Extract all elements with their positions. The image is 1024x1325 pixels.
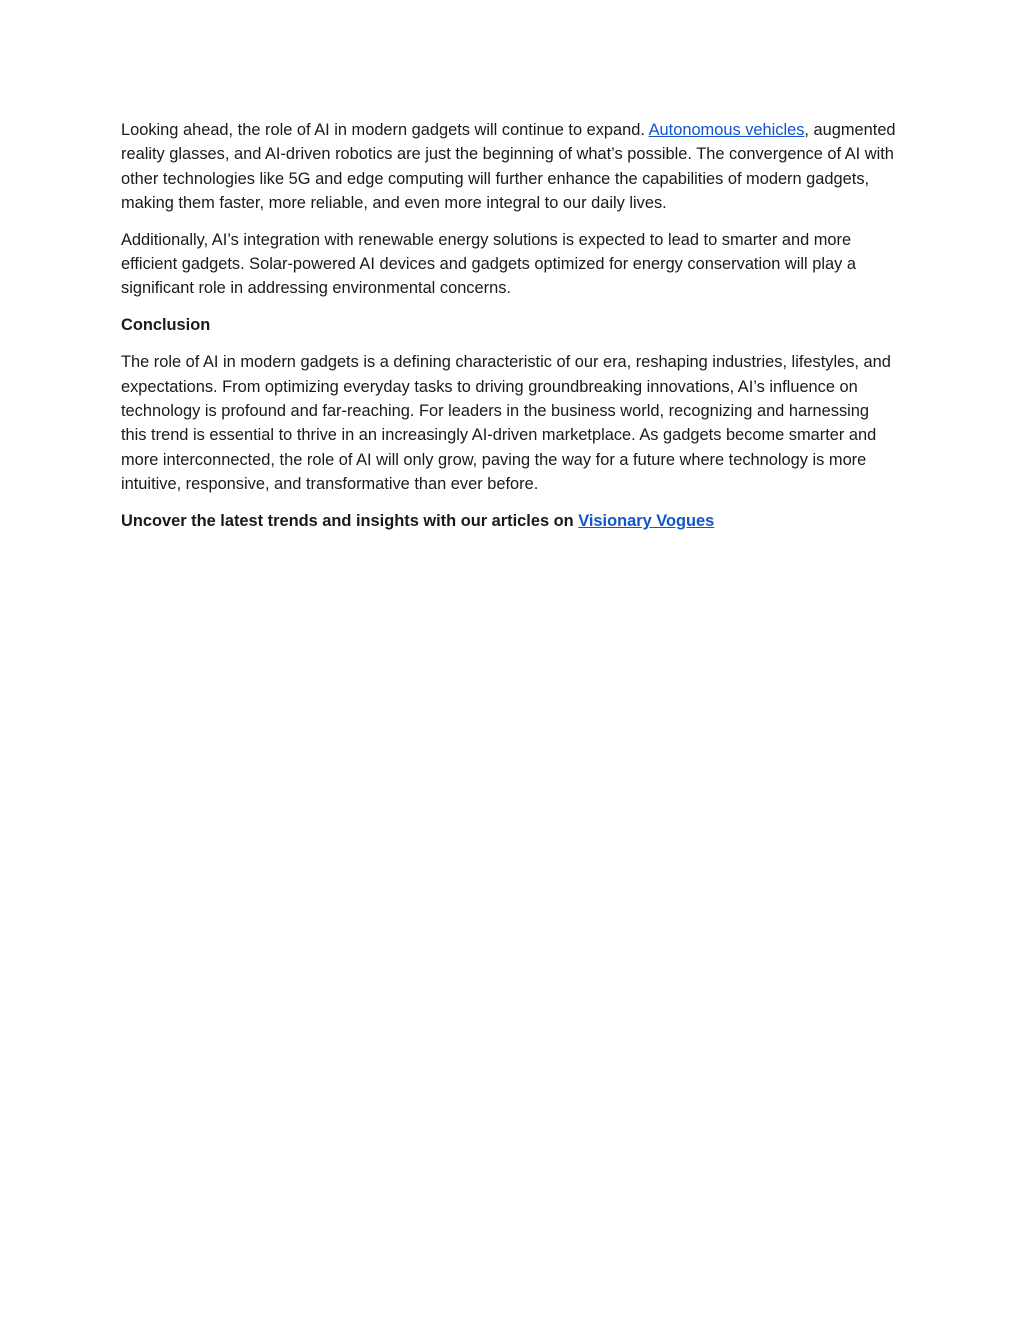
paragraph-text: Looking ahead, the role of AI in modern gadgets will continue to expand.	[121, 121, 649, 139]
autonomous-vehicles-link[interactable]: Autonomous vehicles	[648, 121, 805, 139]
paragraph-conclusion: The role of AI in modern gadgets is a defining characteristic of our era, reshaping industries, lifestyles, and expectations. From optimizing everyday tasks to driving groundbreaking innovations, AI’s influence on technology is profound and far-reaching. For leaders in the business world, recognizing and harnessing this trend is essential to thrive in an increasingly AI-driven marketplace. As gadgets become smarter and more interconnected, the role of AI will only grow, paving the way for a future where technology is more intuitive, responsive, and transformative than ever before.	[121, 353, 891, 493]
call-to-action	[121, 509, 896, 533]
paragraph-future-outlook	[121, 118, 896, 215]
paragraph-renewable-energy: Additionally, AI’s integration with renewable energy solutions is expected to lead to smarter and more efficient gadgets. Solar-powered AI devices and gadgets optimized for energy conservation will play a significant role in addressing environmental concerns.	[121, 230, 856, 298]
paragraph-text: , augmented reality glasses, and AI-driven robotics are just the beginning of what’s possible. The convergence of AI with other technologies like 5G and edge computing will further enhance the capabilities of modern gadgets, making them faster, more reliable, and even more integral to our daily lives.	[121, 121, 896, 212]
visionary-vogues-link[interactable]: Visionary Vogues	[578, 511, 715, 530]
document-body	[121, 118, 896, 546]
conclusion-heading: Conclusion	[121, 316, 211, 335]
call-to-action-text: Uncover the latest trends and insights with our articles on	[121, 511, 579, 530]
